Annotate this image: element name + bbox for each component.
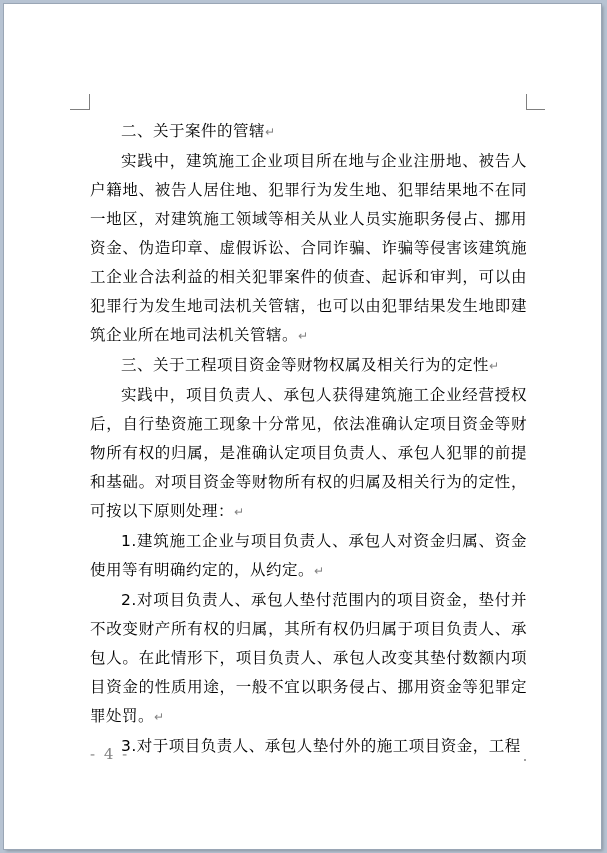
rule-item-2: 2.对项目负责人、承包人垫付范围内的项目资金，垫付并不改变财产所有权的归属，其所有权仍归属于项目负责人、承包人。在此情形下，项目负责人、承包人改变其垫付数额内项目资金的性质用途，一般不宜以职务侵占、挪用资金等犯罪定罪处罚。↵ <box>90 591 527 725</box>
page-number: - 4 - <box>90 745 130 763</box>
paragraph-mark: ↵ <box>489 359 500 373</box>
heading-property-ownership: 三、关于工程项目资金等财物权属及相关行为的定性↵ <box>121 356 500 374</box>
heading-jurisdiction: 二、关于案件的管辖↵ <box>121 122 276 140</box>
paragraph-jurisdiction: 实践中，建筑施工企业项目所在地与企业注册地、被告人户籍地、被告人居住地、犯罪行为发生地、犯罪结果地不在同一地区，对建筑施工领域等相关从业人员实施职务侵占、挪用资金、伪造印章、虚假诉讼、合同诈骗、诈骗等侵害该建筑施工企业合法利益的相关犯罪案件的侦查、起诉和审判，可以由犯罪行为发生地司法机关管辖，也可以由犯罪结果发生地即建筑企业所在地司法机关管辖。↵ <box>90 152 527 344</box>
paragraph-mark: ↵ <box>265 125 276 139</box>
rule-item-3: 3.对于项目负责人、承包人垫付外的施工项目资金，工程 <box>121 737 521 755</box>
document-body[interactable] <box>90 117 527 761</box>
document-page <box>4 4 601 849</box>
paragraph-mark: ↵ <box>234 505 245 519</box>
paragraph-mark: ↵ <box>314 564 325 578</box>
rule-item-1: 1.建筑施工企业与项目负责人、承包人对资金归属、资金使用等有明确约定的，从约定。↵ <box>90 532 527 579</box>
paragraph-mark: ↵ <box>298 329 309 343</box>
paragraph-mark: ↵ <box>154 710 165 724</box>
crop-mark-top-right-vertical <box>526 94 527 110</box>
footer-marker <box>524 759 526 761</box>
paragraph-property-ownership: 实践中，项目负责人、承包人获得建筑施工企业经营授权后，自行垫资施工现象十分常见，依法准确认定项目资金等财物所有权的归属，是准确认定项目负责人、承包人犯罪的前提和基础。对项目资金等财物所有权的归属及相关行为的定性，可按以下原则处理：↵ <box>90 386 527 520</box>
crop-mark-top-left <box>70 109 89 110</box>
crop-mark-top-left-vertical <box>89 94 90 110</box>
crop-mark-top-right <box>526 109 545 110</box>
